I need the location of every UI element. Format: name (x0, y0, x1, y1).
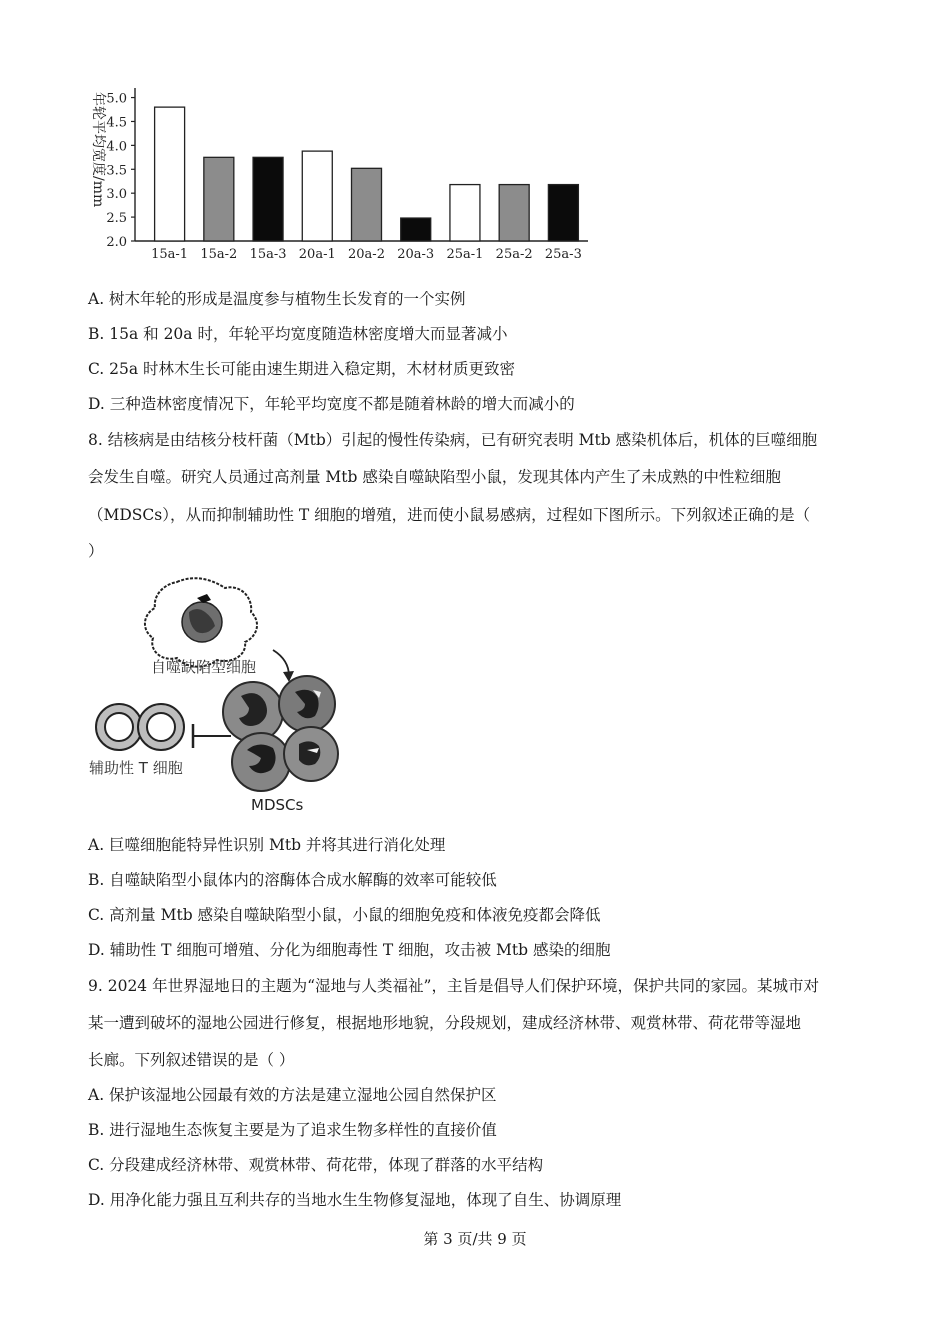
q8-option-c: C. 高剂量 Mtb 感染自噬缺陷型小鼠，小鼠的细胞免疫和体液免疫都会降低 (88, 906, 601, 924)
page-footer: 第 3 页/共 9 页 (423, 1230, 527, 1248)
x-tick-label: 20a-1 (298, 247, 336, 262)
q7-option-d: D. 三种造林密度情况下，年轮平均宽度不都是随着林龄的增大而减小的 (88, 395, 575, 413)
q9-option-c: C. 分段建成经济林带、观赏林带、荷花带，体现了群落的水平结构 (88, 1156, 544, 1174)
bar-20a-2 (352, 168, 382, 241)
q9-option-a: A. 保护该湿地公园最有效的方法是建立湿地公园自然保护区 (88, 1086, 497, 1104)
x-tick-label: 15a-3 (249, 247, 287, 262)
x-tick-label: 15a-2 (200, 247, 238, 262)
bar-15a-1 (155, 107, 185, 241)
bar-20a-1 (302, 151, 332, 241)
tree-ring-bar-chart (80, 78, 600, 268)
x-tick-label: 15a-1 (151, 247, 189, 262)
helper-t-cells (96, 704, 184, 750)
x-tick-label: 20a-3 (397, 247, 435, 262)
y-tick-label: 3.5 (106, 163, 127, 179)
q8-stem-line-2: 会发生自噬。研究人员通过高剂量 Mtb 感染自噬缺陷型小鼠，发现其体内产生了未成熟的中性粒细胞 (88, 468, 781, 486)
y-tick-label: 4.0 (106, 139, 127, 155)
y-tick-label: 2.5 (106, 211, 127, 227)
q9-option-d: D. 用净化能力强且互利共存的当地水生生物修复湿地，体现了自生、协调原理 (88, 1191, 622, 1209)
autophagy-cell-label: 自噬缺陷型细胞 (151, 658, 257, 676)
y-tick-label: 2.0 (106, 235, 127, 250)
y-tick-label: 5.0 (106, 91, 127, 107)
bar-25a-2 (499, 185, 529, 241)
q9-stem-line-1: 9. 2024 年世界湿地日的主题为“湿地与人类福祉”，主旨是倡导人们保护环境，保护共同的家园。某城市对 (88, 977, 819, 995)
x-tick-label: 20a-2 (348, 247, 385, 262)
bar-15a-2 (204, 157, 234, 241)
q8-option-d: D. 辅助性 T 细胞可增殖、分化为细胞毒性 T 细胞，攻击被 Mtb 感染的细胞 (88, 941, 611, 959)
x-tick-label: 25a-3 (544, 247, 582, 262)
bar-25a-1 (450, 185, 480, 241)
bar-20a-3 (401, 218, 431, 241)
q7-option-a: A. 树木年轮的形成是温度参与植物生长发育的一个实例 (88, 290, 466, 308)
mdsc-process-figure (85, 572, 365, 820)
mdsc-label: MDSCs (251, 796, 304, 814)
q8-option-a: A. 巨噬细胞能特异性识别 Mtb 并将其进行消化处理 (88, 836, 446, 854)
q8-option-b: B. 自噬缺陷型小鼠体内的溶酶体合成水解酶的效率可能较低 (88, 871, 497, 889)
bar-15a-3 (253, 157, 283, 241)
helper-t-cell-label: 辅助性 T 细胞 (89, 759, 183, 777)
q8-stem-line-4: ） (88, 542, 104, 560)
autophagy-deficient-cell (145, 578, 257, 666)
q9-stem-line-2: 某一遭到破坏的湿地公园进行修复，根据地形地貌，分段规划，建成经济林带、观赏林带、荷花带等湿地 (88, 1014, 802, 1032)
inhibition-icon (193, 724, 231, 748)
y-tick-label: 3.0 (106, 187, 127, 203)
q7-option-b: B. 15a 和 20a 时，年轮平均宽度随造林密度增大而显著减小 (88, 325, 508, 343)
x-tick-label: 25a-2 (495, 247, 533, 262)
y-tick-label: 4.5 (106, 115, 127, 131)
q9-stem-line-3: 长廊。下列叙述错误的是（ ） (88, 1051, 295, 1069)
y-axis-label: 年轮平均宽度/mm (90, 92, 106, 208)
q9-option-b: B. 进行湿地生态恢复主要是为了追求生物多样性的直接价值 (88, 1121, 497, 1139)
x-tick-label: 25a-1 (446, 247, 484, 262)
bar-25a-3 (548, 185, 578, 241)
q7-option-c: C. 25a 时林木生长可能由速生期进入稳定期，木材材质更致密 (88, 360, 516, 378)
mdsc-cluster (223, 676, 338, 791)
q8-stem-line-3: （MDSCs），从而抑制辅助性 T 细胞的增殖，进而使小鼠易感病，过程如下图所示。下列叙述正确的是（ (88, 506, 811, 524)
q8-stem-line-1: 8. 结核病是由结核分枝杆菌（Mtb）引起的慢性传染病，已有研究表明 Mtb 感染机体后，机体的巨噬细胞 (88, 431, 818, 449)
